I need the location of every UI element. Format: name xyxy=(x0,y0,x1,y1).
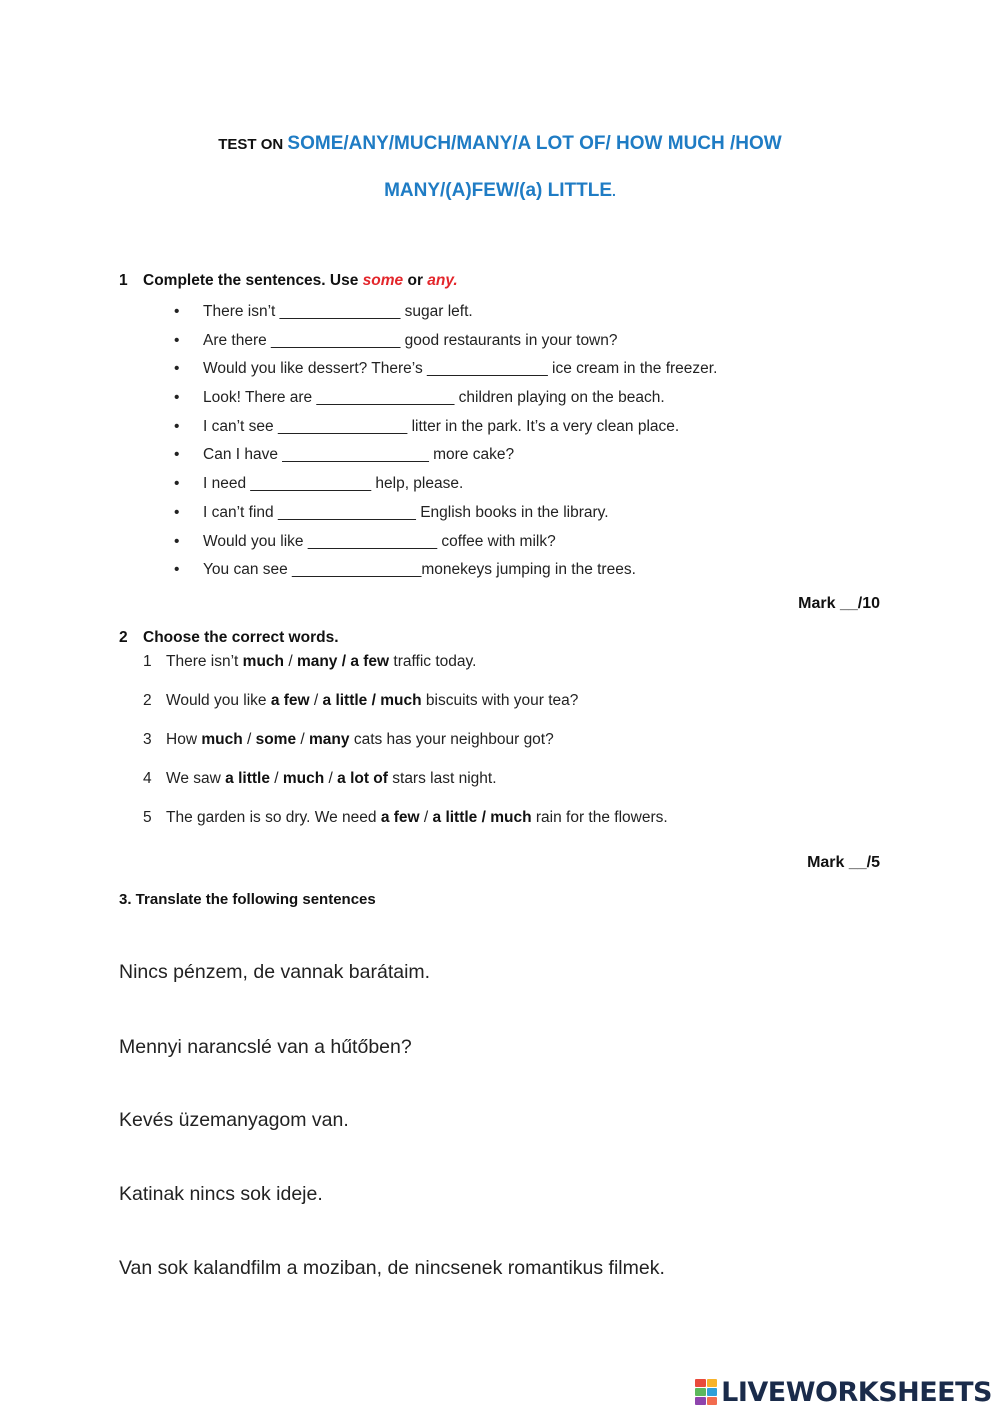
list-item xyxy=(172,327,717,356)
option-3: many xyxy=(309,731,350,748)
item-number: 5 xyxy=(143,809,152,826)
sentence-text: Would you like dessert? There’s ______________ ice cream in the freezer. xyxy=(203,360,718,378)
title-line-2 xyxy=(0,180,1000,202)
sentence-end: traffic today. xyxy=(389,653,477,670)
sentence-end: cats has your neighbour got? xyxy=(349,731,554,748)
section1-heading-text: Complete the sentences. Use xyxy=(143,272,363,289)
list-item xyxy=(143,728,668,767)
section1-mark: Mark __/10 xyxy=(798,595,880,612)
option-separator: / xyxy=(284,653,297,670)
translate-sentence-1: Nincs pénzem, de vannak barátaim. xyxy=(119,961,431,983)
sentence-start: We saw xyxy=(166,770,226,787)
option-2: many / a few xyxy=(296,653,390,670)
bullet-icon: • xyxy=(174,532,180,550)
sentence-end: biscuits with your tea? xyxy=(421,692,579,709)
option-2: some xyxy=(255,731,297,748)
section2-heading-text: Choose the correct words. xyxy=(143,629,339,646)
list-item xyxy=(172,441,717,470)
section1-list xyxy=(172,298,717,585)
list-item xyxy=(143,767,668,806)
section2-list xyxy=(143,650,668,845)
list-item xyxy=(172,413,717,442)
option-2: a little / much xyxy=(322,692,422,709)
bullet-icon: • xyxy=(174,389,180,407)
title-line-1 xyxy=(0,133,1000,155)
option-separator: / xyxy=(269,770,283,787)
section1-word-any: any. xyxy=(427,272,458,289)
bullet-icon: • xyxy=(174,561,180,579)
sentence-text: Can I have _________________ more cake? xyxy=(203,446,515,464)
item-number: 2 xyxy=(143,692,152,709)
list-item xyxy=(172,556,717,585)
title-topic-2: MANY/(A)FEW/(a) LITTLE xyxy=(384,180,613,201)
item-number: 4 xyxy=(143,770,152,787)
option-separator: / xyxy=(324,770,338,787)
option-separator: / xyxy=(296,731,310,748)
list-item xyxy=(172,298,717,327)
bullet-icon: • xyxy=(174,360,180,378)
sentence-start: Would you like xyxy=(166,692,271,709)
sentence-text: You can see _______________monekeys jumping in the trees. xyxy=(203,561,636,579)
sentence-start: The garden is so dry. We need xyxy=(166,809,381,826)
section2-number: 2 xyxy=(119,629,128,646)
section1-heading-or: or xyxy=(403,272,428,289)
option-2: a little / much xyxy=(432,809,532,826)
bullet-icon: • xyxy=(174,417,180,435)
option-1: much xyxy=(201,731,243,748)
section3-heading: 3. Translate the following sentences xyxy=(119,891,376,908)
option-1: a few xyxy=(270,692,310,709)
option-3: a lot of xyxy=(337,770,388,787)
option-separator: / xyxy=(242,731,256,748)
bullet-icon: • xyxy=(174,446,180,464)
item-number: 1 xyxy=(143,653,152,670)
sentence-start: How xyxy=(166,731,202,748)
option-separator: / xyxy=(419,809,433,826)
translate-sentence-5: Van sok kalandfilm a moziban, de nincsenek romantikus filmek. xyxy=(119,1257,665,1279)
list-item xyxy=(172,355,717,384)
option-1: a little xyxy=(225,770,270,787)
section1-heading xyxy=(119,272,458,290)
bullet-icon: • xyxy=(174,503,180,521)
section1-number: 1 xyxy=(119,272,128,289)
section2-heading xyxy=(119,629,339,647)
list-item xyxy=(172,470,717,499)
translate-sentence-3: Kevés üzemanyagom van. xyxy=(119,1109,349,1131)
list-item xyxy=(172,384,717,413)
option-1: much xyxy=(242,653,285,670)
sentence-text: Are there _______________ good restaurants in your town? xyxy=(203,331,618,349)
list-item xyxy=(143,689,668,728)
bullet-icon: • xyxy=(174,303,180,320)
list-item xyxy=(143,650,668,689)
option-1: a few xyxy=(380,809,420,826)
title-topic-1: SOME/ANY/MUCH/MANY/A LOT OF/ HOW MUCH /HOW xyxy=(287,133,782,154)
liveworksheets-logo[interactable] xyxy=(695,1377,992,1407)
option-2: much xyxy=(282,770,325,787)
option-separator: / xyxy=(309,692,323,709)
section2-mark: Mark __/5 xyxy=(807,854,880,871)
bullet-icon: • xyxy=(174,475,180,493)
logo-block xyxy=(695,1388,706,1396)
logo-block xyxy=(707,1397,718,1405)
logo-block xyxy=(707,1388,718,1396)
sentence-end: rain for the flowers. xyxy=(531,809,668,826)
translate-sentence-4: Katinak nincs sok ideje. xyxy=(119,1183,323,1205)
sentence-start: There isn’t xyxy=(166,653,243,670)
logo-blocks-icon xyxy=(695,1379,717,1405)
sentence-text: I can’t see _______________ litter in the park. It’s a very clean place. xyxy=(203,417,680,435)
sentence-end: stars last night. xyxy=(387,770,497,787)
title-prefix: TEST ON xyxy=(218,136,288,153)
sentence-text: I need ______________ help, please. xyxy=(203,475,464,493)
translate-sentence-2: Mennyi narancslé van a hűtőben? xyxy=(119,1036,412,1058)
list-item xyxy=(172,528,717,557)
title-period: . xyxy=(612,183,616,199)
logo-block xyxy=(695,1379,706,1387)
sentence-text: I can’t find ________________ English books in the library. xyxy=(203,503,609,521)
section1-word-some: some xyxy=(362,272,404,289)
logo-block xyxy=(707,1379,718,1387)
list-item xyxy=(143,806,668,845)
sentence-text: Would you like _______________ coffee with milk? xyxy=(203,532,556,550)
bullet-icon: • xyxy=(174,331,180,349)
sentence-text: Look! There are ________________ children playing on the beach. xyxy=(203,389,665,407)
list-item xyxy=(172,499,717,528)
logo-text: LIVEWORKSHEETS xyxy=(721,1376,992,1408)
logo-block xyxy=(695,1397,706,1405)
item-number: 3 xyxy=(143,731,152,748)
sentence-text: There isn’t ______________ sugar left. xyxy=(203,303,473,320)
